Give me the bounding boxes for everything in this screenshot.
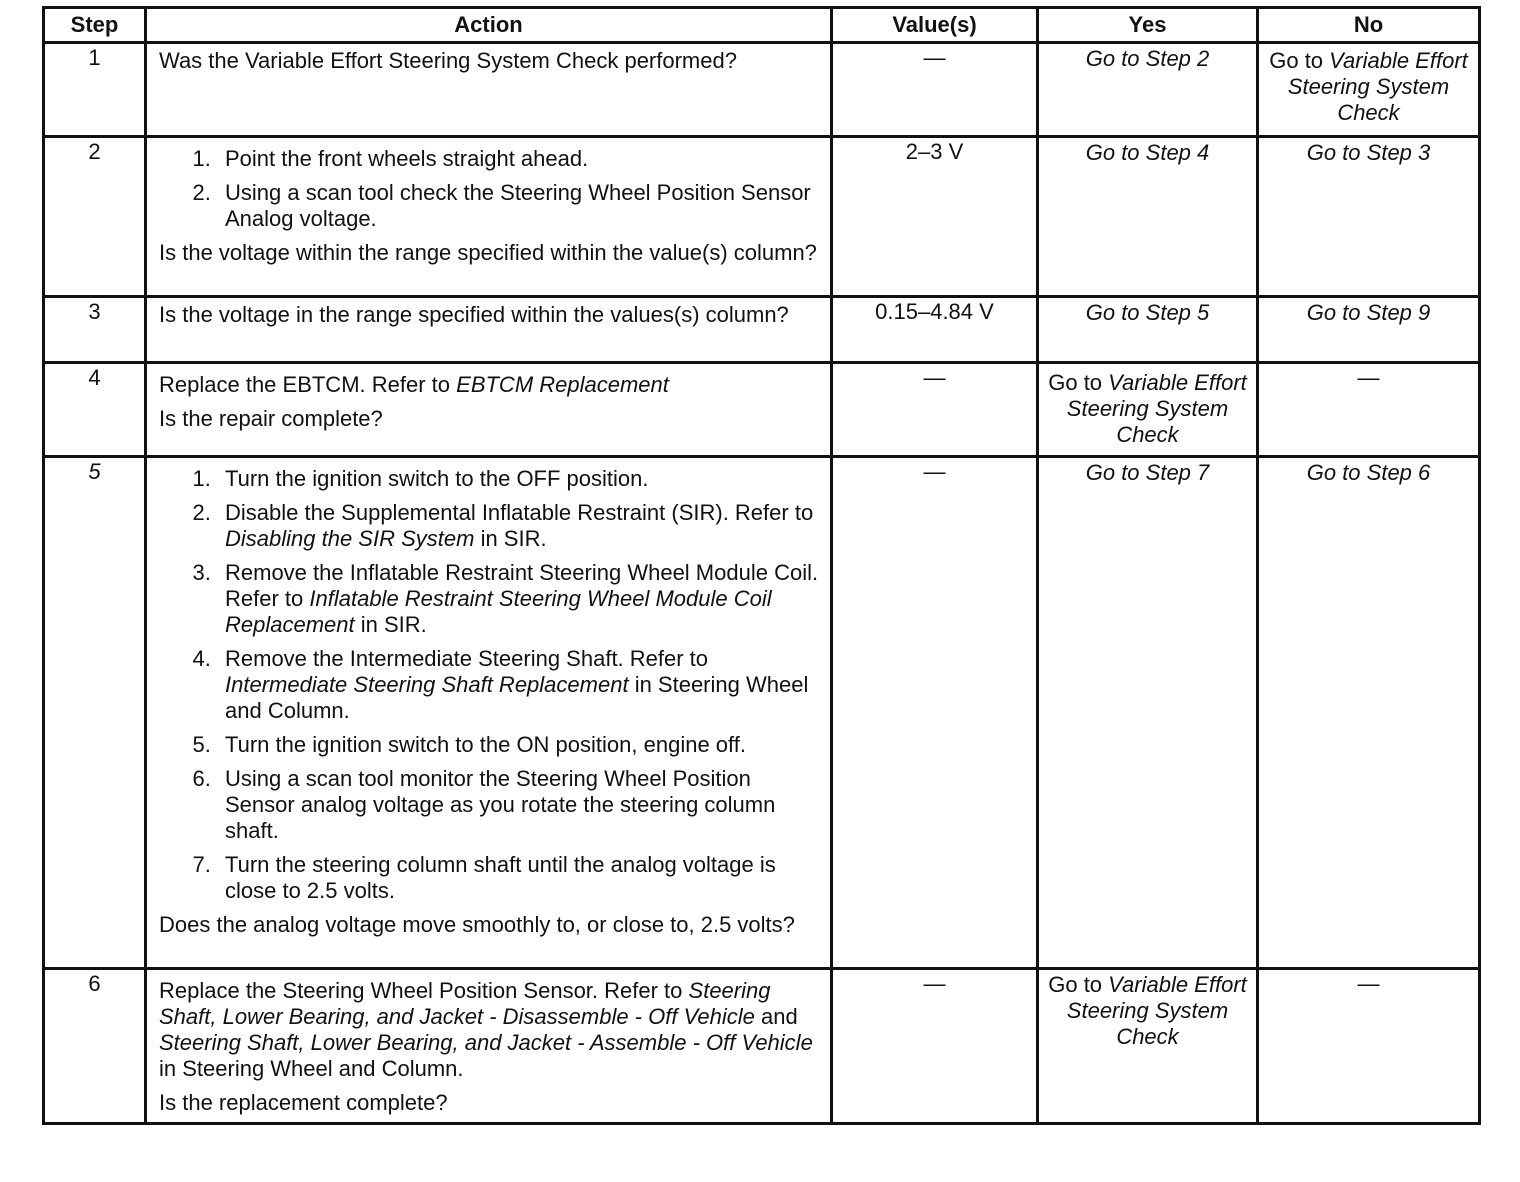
value-cell: — bbox=[832, 457, 1038, 969]
list-item-text: Turn the ignition switch to the OFF position. bbox=[225, 466, 649, 491]
header-no: No bbox=[1258, 8, 1480, 43]
action-cell bbox=[146, 43, 832, 137]
step-number: 6 bbox=[44, 969, 146, 1124]
question-text: Is the voltage within the range specified within the value(s) column? bbox=[159, 240, 817, 265]
step-number: 1 bbox=[44, 43, 146, 137]
instruction-ref-2: Steering Shaft, Lower Bearing, and Jacket - Assemble - Off Vehicle bbox=[159, 1030, 813, 1055]
instruction-ref-1: Steering Shaft, Lower Bearing, and Jacket - Disassemble - Off Vehicle bbox=[159, 978, 771, 1029]
action-cell bbox=[146, 363, 832, 457]
instruction-lead: Replace the EBTCM. Refer to bbox=[159, 372, 451, 397]
question-text: Is the repair complete? bbox=[159, 406, 383, 431]
no-cell: — bbox=[1258, 363, 1480, 457]
yes-goto: Go to Step 7 bbox=[1085, 460, 1210, 485]
list-item bbox=[217, 560, 822, 638]
yes-cell bbox=[1038, 137, 1258, 297]
action-cell bbox=[146, 969, 832, 1124]
action-cell bbox=[146, 297, 832, 363]
no-cell: — bbox=[1258, 969, 1480, 1124]
list-item: 2. Using a scan tool check the Steering Wheel Position Sensor Analog voltage. bbox=[217, 180, 822, 232]
instruction-lead: Replace the Steering Wheel Position Sensor. Refer to bbox=[159, 978, 683, 1003]
list-item bbox=[217, 646, 822, 724]
header-yes: Yes bbox=[1038, 8, 1258, 43]
list-item bbox=[217, 732, 822, 758]
yes-ref: Variable Effort Steering System Check bbox=[1066, 972, 1247, 1049]
no-goto: Go to Step 3 bbox=[1306, 140, 1431, 165]
table-row-step-1 bbox=[44, 43, 1480, 137]
list-item bbox=[217, 766, 822, 844]
yes-cell bbox=[1038, 457, 1258, 969]
header-row bbox=[44, 8, 1480, 43]
yes-prefix: Go to bbox=[1048, 972, 1103, 997]
yes-cell bbox=[1038, 363, 1258, 457]
list-item: 1. Point the front wheels straight ahead. bbox=[217, 146, 822, 172]
yes-prefix: Go to bbox=[1048, 369, 1103, 395]
header-step: Step bbox=[44, 8, 146, 43]
step-number: 5 bbox=[44, 457, 146, 969]
no-cell bbox=[1258, 43, 1480, 137]
list-item-text: Remove the Intermediate Steering Shaft. Refer to bbox=[225, 646, 709, 671]
value-cell: 2–3 V bbox=[832, 137, 1038, 297]
yes-goto: Go to Step 2 bbox=[1085, 46, 1210, 71]
instruction-ref: EBTCM Replacement bbox=[456, 372, 669, 397]
table-row-step-5 bbox=[44, 457, 1480, 969]
step-number: 3 bbox=[44, 297, 146, 363]
value-cell: — bbox=[832, 969, 1038, 1124]
question-text: Is the voltage in the range specified within the values(s) column? bbox=[159, 302, 789, 327]
list-item-ref: Disabling the SIR System bbox=[225, 526, 475, 551]
list-item-text: Remove the Inflatable Restraint Steering Wheel Module Coil. Refer to bbox=[225, 560, 819, 611]
table-row-step-6 bbox=[44, 969, 1480, 1124]
table-row-step-4 bbox=[44, 363, 1480, 457]
yes-goto: Go to Step 4 bbox=[1085, 140, 1210, 165]
no-ref: Variable Effort Steering System Check bbox=[1287, 48, 1468, 125]
list-item bbox=[217, 852, 822, 904]
no-cell bbox=[1258, 457, 1480, 969]
value-cell: — bbox=[832, 43, 1038, 137]
list-item-suffix: in SIR. bbox=[360, 612, 427, 637]
list-item-suffix: in Steering Wheel and Column. bbox=[225, 672, 809, 723]
instruction-list bbox=[159, 466, 822, 904]
no-goto: Go to Step 9 bbox=[1306, 300, 1431, 325]
table-row-step-2 bbox=[44, 137, 1480, 297]
header-values: Value(s) bbox=[832, 8, 1038, 43]
action-cell bbox=[146, 137, 832, 297]
yes-cell bbox=[1038, 43, 1258, 137]
yes-cell bbox=[1038, 969, 1258, 1124]
list-item-suffix: in SIR. bbox=[480, 526, 547, 551]
yes-goto: Go to Step 5 bbox=[1085, 300, 1210, 325]
diagnostic-table bbox=[42, 6, 1481, 1125]
list-item-text: Using a scan tool monitor the Steering Wheel Position Sensor analog voltage as you rotate the steering column shaft. bbox=[225, 766, 776, 843]
question-text: Is the replacement complete? bbox=[159, 1090, 448, 1115]
no-prefix: Go to bbox=[1269, 48, 1324, 73]
yes-cell bbox=[1038, 297, 1258, 363]
instruction-text bbox=[159, 978, 822, 1082]
header-action: Action bbox=[146, 8, 832, 43]
no-cell bbox=[1258, 297, 1480, 363]
table-row-step-3 bbox=[44, 297, 1480, 363]
value-cell: — bbox=[832, 363, 1038, 457]
instruction-connector: and bbox=[761, 1004, 798, 1029]
question-text: Was the Variable Effort Steering System Check performed? bbox=[159, 48, 737, 73]
step-number: 4 bbox=[44, 363, 146, 457]
question-text: Does the analog voltage move smoothly to, or close to, 2.5 volts? bbox=[159, 912, 795, 937]
list-item bbox=[217, 500, 822, 552]
instruction-suffix: in Steering Wheel and Column. bbox=[159, 1056, 464, 1081]
instruction-list bbox=[159, 146, 822, 232]
no-cell bbox=[1258, 137, 1480, 297]
list-item-text: Turn the ignition switch to the ON position, engine off. bbox=[225, 732, 746, 757]
list-item-ref: Inflatable Restraint Steering Wheel Module Coil Replacement bbox=[225, 586, 772, 637]
instruction-text bbox=[159, 372, 822, 398]
value-cell: 0.15–4.84 V bbox=[832, 297, 1038, 363]
list-item bbox=[217, 466, 822, 492]
list-item-text: Turn the steering column shaft until the analog voltage is close to 2.5 volts. bbox=[225, 852, 776, 903]
no-goto: Go to Step 6 bbox=[1306, 460, 1431, 485]
step-number: 2 bbox=[44, 137, 146, 297]
list-item-ref: Intermediate Steering Shaft Replacement bbox=[225, 672, 629, 697]
action-cell bbox=[146, 457, 832, 969]
yes-ref: Variable Effort Steering System Check bbox=[1066, 369, 1247, 447]
list-item-text: Disable the Supplemental Inflatable Restraint (SIR). Refer to bbox=[225, 500, 814, 525]
